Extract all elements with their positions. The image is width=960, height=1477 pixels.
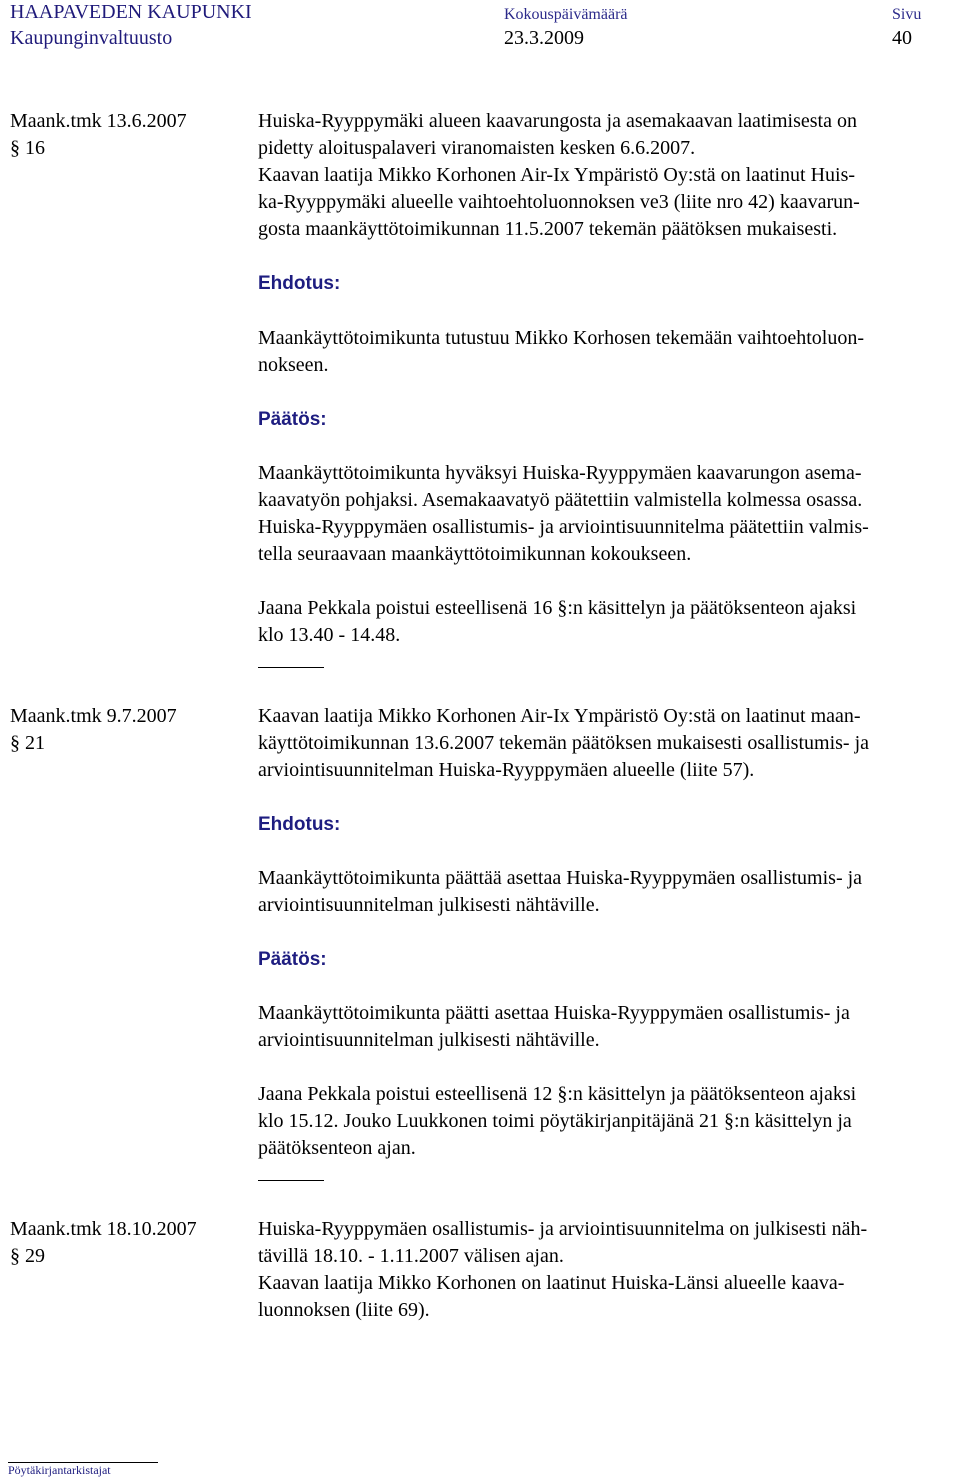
text-line: Huiska-Ryyppymäki alueen kaavarungosta ja asemakaavan laatimisesta on (258, 110, 857, 132)
text-line: Huiska-Ryyppymäen osallistumis- ja arviointisuunnitelma on julkisesti näh- (258, 1218, 868, 1240)
text-line: Maankäyttötoimikunta päättää asettaa Huiska-Ryyppymäen osallistumis- ja (258, 867, 863, 889)
section-separator (258, 1180, 324, 1181)
text-line: Kaavan laatija Mikko Korhonen Air-Ix Ympäristö Oy:stä on laatinut Huis- (258, 164, 856, 186)
page-number: 40 (892, 27, 912, 49)
proposal-heading: Ehdotus: (258, 814, 341, 835)
text-line: arviointisuunnitelman Huiska-Ryyppymäen alueelle (liite 57). (258, 759, 755, 781)
text-line: luonnoksen (liite 69). (258, 1299, 430, 1321)
text-line: Jaana Pekkala poistui esteellisenä 16 §:n käsittelyn ja päätöksenteon ajaksi (258, 597, 857, 619)
text-line: Kaavan laatija Mikko Korhonen Air-Ix Ympäristö Oy:stä on laatinut maan- (258, 705, 861, 727)
decision-heading: Päätös: (258, 949, 327, 970)
date-label: Kokouspäivämäärä (504, 6, 628, 23)
text-line: ka-Ryyppymäki alueelle vaihtoehtoluonnoksen ve3 (liite nro 42) kaavarun- (258, 191, 860, 213)
text-line: päätöksenteon ajan. (258, 1137, 416, 1159)
section-21-note (258, 1081, 958, 1162)
section-16-decision (258, 460, 958, 568)
meeting-date: 23.3.2009 (504, 27, 584, 49)
text-line: tella seuraavaan maankäyttötoimikunnan kokoukseen. (258, 543, 692, 565)
text-line: arviointisuunnitelman julkisesti nähtäville. (258, 1029, 600, 1051)
text-line: Maankäyttötoimikunta päätti asettaa Huiska-Ryyppymäen osallistumis- ja (258, 1002, 850, 1024)
section-16-proposal (258, 325, 958, 379)
text-line: Maankäyttötoimikunta hyväksyi Huiska-Ryyppymäen kaavarungon asema- (258, 462, 862, 484)
section-number: § 16 (10, 137, 45, 159)
footer-label: Pöytäkirjantarkistajat (8, 1463, 111, 1477)
text-line: klo 15.12. Jouko Luukkonen toimi pöytäkirjanpitäjänä 21 §:n käsittelyn ja (258, 1110, 852, 1132)
text-line: tävillä 18.10. - 1.11.2007 välisen ajan. (258, 1245, 564, 1267)
section-number: § 21 (10, 732, 45, 754)
text-line: kaavatyön pohjaksi. Asemakaavatyö päätettiin valmistella kolmessa osassa. (258, 489, 863, 511)
section-21-proposal (258, 865, 958, 919)
text-line: käyttötoimikunnan 13.6.2007 tekemän päätöksen mukaisesti osallistumis- ja (258, 732, 870, 754)
section-separator (258, 667, 324, 668)
section-16-intro (258, 108, 958, 243)
section-reference: Maank.tmk 18.10.2007 (10, 1218, 197, 1240)
section-29-intro (258, 1216, 958, 1324)
section-16-sidebar (10, 108, 240, 162)
text-line: klo 13.40 - 14.48. (258, 624, 401, 646)
body-name: Kaupunginvaltuusto (10, 27, 173, 49)
section-number: § 29 (10, 1245, 45, 1267)
text-line: Kaavan laatija Mikko Korhonen on laatinut Huiska-Länsi alueelle kaava- (258, 1272, 845, 1294)
section-reference: Maank.tmk 13.6.2007 (10, 110, 187, 132)
decision-heading: Päätös: (258, 409, 327, 430)
page-label: Sivu (892, 6, 922, 23)
text-line: Maankäyttötoimikunta tutustuu Mikko Korhosen tekemään vaihtoehtoluon- (258, 327, 865, 349)
text-line: Jaana Pekkala poistui esteellisenä 12 §:n käsittelyn ja päätöksenteon ajaksi (258, 1083, 857, 1105)
section-16-note (258, 595, 958, 649)
text-line: nokseen. (258, 354, 329, 376)
organization-name: HAAPAVEDEN KAUPUNKI (10, 1, 252, 23)
text-line: gosta maankäyttötoimikunnan 11.5.2007 tekemän päätöksen mukaisesti. (258, 218, 838, 240)
section-21-sidebar (10, 703, 240, 757)
text-line: arviointisuunnitelman julkisesti nähtäville. (258, 894, 600, 916)
proposal-heading: Ehdotus: (258, 273, 341, 294)
section-21-decision (258, 1000, 958, 1054)
section-reference: Maank.tmk 9.7.2007 (10, 705, 177, 727)
section-29-sidebar (10, 1216, 240, 1270)
text-line: pidetty aloituspalaveri viranomaisten kesken 6.6.2007. (258, 137, 696, 159)
section-21-intro (258, 703, 958, 784)
text-line: Huiska-Ryyppymäen osallistumis- ja arviointisuunnitelma päätettiin valmis- (258, 516, 869, 538)
